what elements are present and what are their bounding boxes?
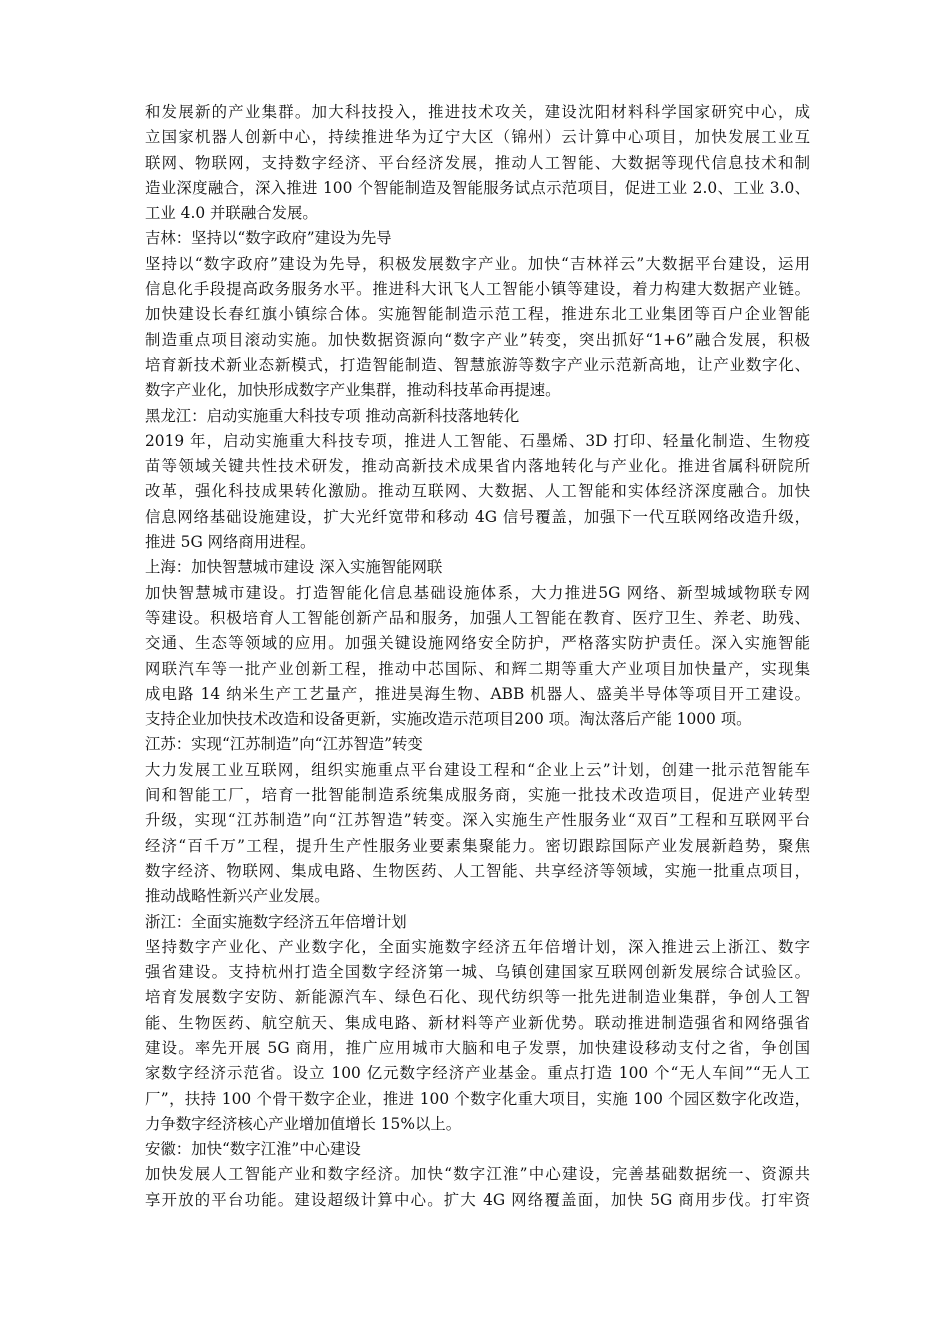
section-heading: 安徽：加快“数字江淮”中心建设 [145,1140,361,1159]
paragraph-line: 厂”，扶持 100 个骨干数字企业，推进 100 个数字化重大项目，实施 100 个园区数字化改造， [145,1089,810,1108]
paragraph-line: 加快建设长春红旗小镇综合体。实施智能制造示范工程，推进东北工业集团等百户企业智能 [145,305,810,324]
paragraph-line: 联网、物联网，支持数字经济、平台经济发展，推动人工智能、大数据等现代信息技术和制 [145,153,810,172]
paragraph-line: 经济“百千万”工程，提升生产性服务业要素集聚能力。密切跟踪国际产业发展新趋势，聚焦 [145,836,810,855]
paragraph-line: 信息网络基础设施建设，扩大光纤宽带和移动 4G 信号覆盖，加强下一代互联网络改造升级， [145,507,810,526]
section-anhui [145,1137,810,1213]
paragraph-line: 立国家机器人创新中心，持续推进华为辽宁大区（锦州）云计算中心项目，加快发展工业互 [145,128,810,147]
section-heading: 黑龙江：启动实施重大科技专项 推动高新科技落地转化 [145,406,520,425]
paragraph-line: 力争数字经济核心产业增加值增长 15%以上。 [145,1114,462,1133]
paragraph-line: 推动战略性新兴产业发展。 [145,887,330,906]
paragraph-line: 2019 年，启动实施重大科技专项，推进人工智能、石墨烯、3D 打印、轻量化制造、生物疫 [145,431,810,450]
section-heading: 浙江：全面实施数字经济五年倍增计划 [145,912,407,931]
paragraph-line: 间和智能工厂，培育一批智能制造系统集成服务商，实施一批技术改造项目，促进产业转型 [145,786,810,805]
paragraph-line: 网联汽车等一批产业创新工程，推动中芯国际、和辉二期等重大产业项目加快量产，实现集 [145,659,810,678]
section-heading: 吉林：坚持以“数字政府”建设为先导 [145,229,392,248]
paragraph-line: 等建设。积极培育人工智能创新产品和服务，加强人工智能在教育、医疗卫生、养老、助残、 [145,608,810,627]
section-jiangsu [145,732,810,909]
section-heading: 江苏：实现“江苏制造”向“江苏智造”转变 [145,735,423,754]
paragraph-line: 改革，强化科技成果转化激励。推动互联网、大数据、人工智能和实体经济深度融合。加快 [145,482,810,501]
paragraph-line: 和发展新的产业集群。加大科技投入，推进技术攻关，建设沈阳材料科学国家研究中心，成 [145,103,810,121]
paragraph-line: 数字产业化，加快形成数字产业集群，推动科技革命再提速。 [145,381,561,400]
paragraph-line: 家数字经济示范省。设立 100 亿元数字经济产业基金。重点打造 100 个“无人车间”“无人工 [145,1064,810,1083]
section-liaoning-continued [145,100,810,226]
section-heilongjiang [145,404,810,556]
paragraph-line: 加快智慧城市建设。打造智能化信息基础设施体系，大力推进5G 网络、新型城域物联专网 [145,583,810,602]
paragraph-line: 成电路 14 纳米生产工艺量产，推进昊海生物、ABB 机器人、盛美半导体等项目开工建设。 [145,684,810,703]
paragraph-line: 造业深度融合，深入推进 100 个智能制造及智能服务试点示范项目，促进工业 2.0、工业 3.0、 [145,178,810,197]
section-heading: 上海：加快智慧城市建设 深入实施智能网联 [145,558,443,577]
paragraph-line: 坚持以“数字政府”建设为先导，积极发展数字产业。加快“吉林祥云”大数据平台建设，运用 [145,254,810,273]
document-page [145,100,810,1213]
paragraph-line: 苗等领域关键共性技术研发，推动高新技术成果省内落地转化与产业化。推进省属科研院所 [145,457,810,476]
section-jilin [145,226,810,403]
paragraph-line: 建设。率先开展 5G 商用，推广应用城市大脑和电子发票，加快建设移动支付之省，争创国 [145,1038,810,1057]
paragraph-line: 工业 4.0 并联融合发展。 [145,204,318,223]
paragraph-line: 能、生物医药、航空航天、集成电路、新材料等产业新优势。联动推进制造强省和网络强省 [145,1013,810,1032]
paragraph-line: 升级，实现“江苏制造”向“江苏智造”转变。深入实施生产性服务业“双百”工程和互联网平台 [145,811,810,830]
paragraph-line: 数字经济、物联网、集成电路、生物医药、人工智能、共享经济等领域，实施一批重点项目， [145,861,810,880]
paragraph-line: 信息化手段提高政务服务水平。推进科大讯飞人工智能小镇等建设，着力构建大数据产业链。 [145,280,810,299]
paragraph-line: 培育发展数字安防、新能源汽车、绿色石化、现代纺织等一批先进制造业集群，争创人工智 [145,988,810,1007]
paragraph-line: 大力发展工业互联网，组织实施重点平台建设工程和“企业上云”计划，创建一批示范智能车 [145,760,810,779]
paragraph-line: 享开放的平台功能。建设超级计算中心。扩大 4G 网络覆盖面，加快 5G 商用步伐。打牢资 [145,1190,810,1209]
paragraph-line: 坚持数字产业化、产业数字化，全面实施数字经济五年倍增计划，深入推进云上浙江、数字 [145,937,810,956]
paragraph-line: 强省建设。支持杭州打造全国数字经济第一城、乌镇创建国家互联网创新发展综合试验区。 [145,963,810,982]
section-shanghai [145,555,810,732]
paragraph-line: 加快发展人工智能产业和数字经济。加快“数字江淮”中心建设，完善基础数据统一、资源共 [145,1165,810,1184]
paragraph-line: 推进 5G 网络商用进程。 [145,533,316,552]
paragraph-line: 支持企业加快技术改造和设备更新，实施改造示范项目200 项。淘汰落后产能 1000 项。 [145,710,752,729]
section-zhejiang [145,910,810,1138]
paragraph-line: 交通、生态等领域的应用。加强关键设施网络安全防护，严格落实防护责任。深入实施智能 [145,634,810,653]
paragraph-line: 培育新技术新业态新模式，打造智能制造、智慧旅游等数字产业示范新高地，让产业数字化、 [145,355,810,374]
paragraph-line: 制造重点项目滚动实施。加快数据资源向“数字产业”转变，突出抓好“1+6”融合发展，积极 [145,330,810,349]
